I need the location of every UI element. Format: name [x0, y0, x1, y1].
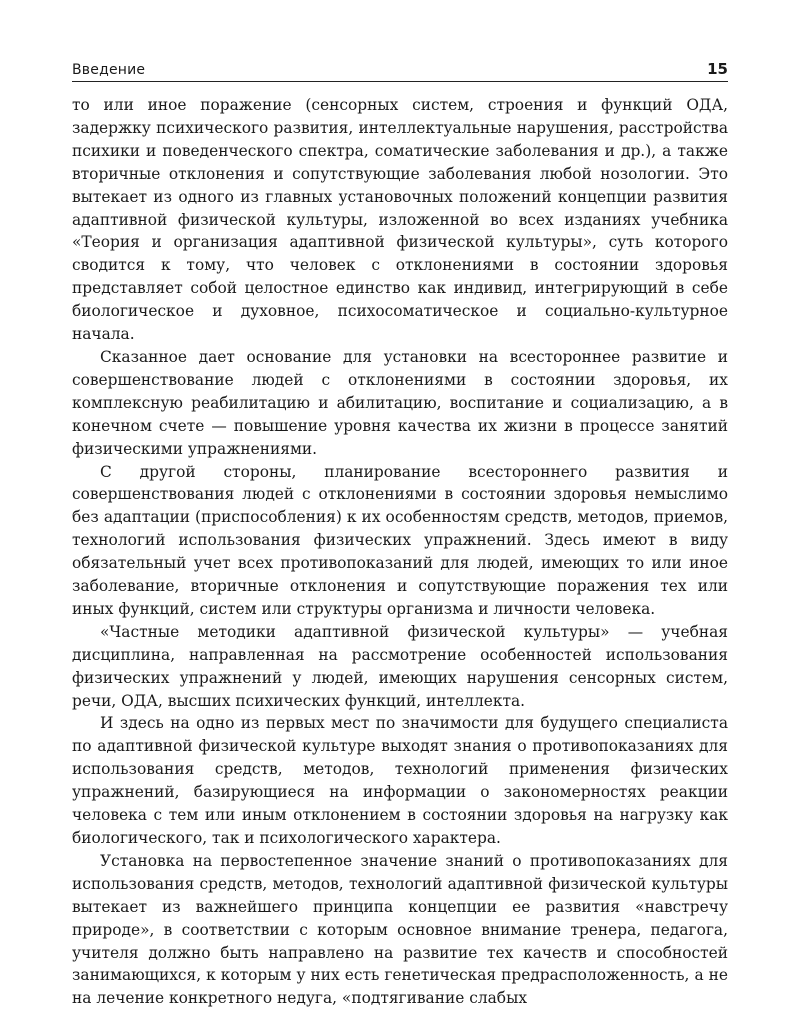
book-page	[72, 54, 728, 1010]
paragraph: «Частные методики адаптивной физической культуры» — учебная дисциплина, направленная на рассмотрение особенностей использования физических упражнений у людей, имеющих нарушения сенсорных систем, речи, ОДА, высших психических функций, интеллекта.	[72, 622, 728, 710]
paragraph: С другой стороны, планирование всестороннего развития и совершенствования людей с отклонениями в состоянии здоровья немыслимо без адаптации (приспособления) к их особенностям средств, методов, приемов, технологий использования физических упражнений. Здесь имеют в виду обязательный учет всех противопоказаний для людей, имеющих то или иное заболевание, вторичные отклонения и сопутствующие поражения тех или иных функций, систем или структуры организма и личности человека.	[72, 462, 728, 618]
section-title: Введение	[72, 62, 146, 78]
body-text	[72, 94, 728, 1010]
paragraph-continuation: то или иное поражение (сенсорных систем, строения и функций ОДА, задержку психического развития, интеллектуальные нарушения, расстройства психики и поведенческого спектра, соматические заболевания и др.), а также вторичные отклонения и сопутствующие заболевания любой нозологии. Это вытекает из одного из главных установочных положений концепции развития адаптивной физической культуры, изложенной во всех изданиях учебника «Теория и организация адаптивной физической культуры», суть которого сводится к тому, что человек с отклонениями в состоянии здоровья представляет собой целостное единство как индивид, интегрирующий в себе биологическое и духовное, психосоматическое и социально-культурное начала.	[72, 96, 728, 344]
paragraph: И здесь на одно из первых мест по значимости для будущего специалиста по адаптивной физической культуре выходят знания о противопоказаниях для использования средств, методов, технологий применения физических упражнений, базирующиеся на информации о закономерностях реакции человека с тем или иным отклонением в состоянии здоровья на нагрузку как биологического, так и психологического характера.	[72, 714, 728, 847]
running-header	[72, 54, 728, 82]
paragraph: Установка на первостепенное значение знаний о противопоказаниях для использования средств, методов, технологий адаптивной физической культуры вытекает из важнейшего принципа концепции ее развития «навстречу природе», в соответствии с которым основное внимание тренера, педагога, учителя должно быть направлено на развитие тех качеств и способностей занимающихся, к которым у них есть генетическая предрасположенность, а не на лечение конкретного недуга, «подтягивание слабых	[72, 851, 728, 1008]
paragraph: Сказанное дает основание для установки на всестороннее развитие и совершенствование людей с отклонениями в состоянии здоровья, их комплексную реабилитацию и абилитацию, воспитание и социализацию, а в конечном счете — повышение уровня качества их жизни в процессе занятий физическими упражнениями.	[72, 347, 728, 458]
page-number: 15	[707, 60, 728, 78]
